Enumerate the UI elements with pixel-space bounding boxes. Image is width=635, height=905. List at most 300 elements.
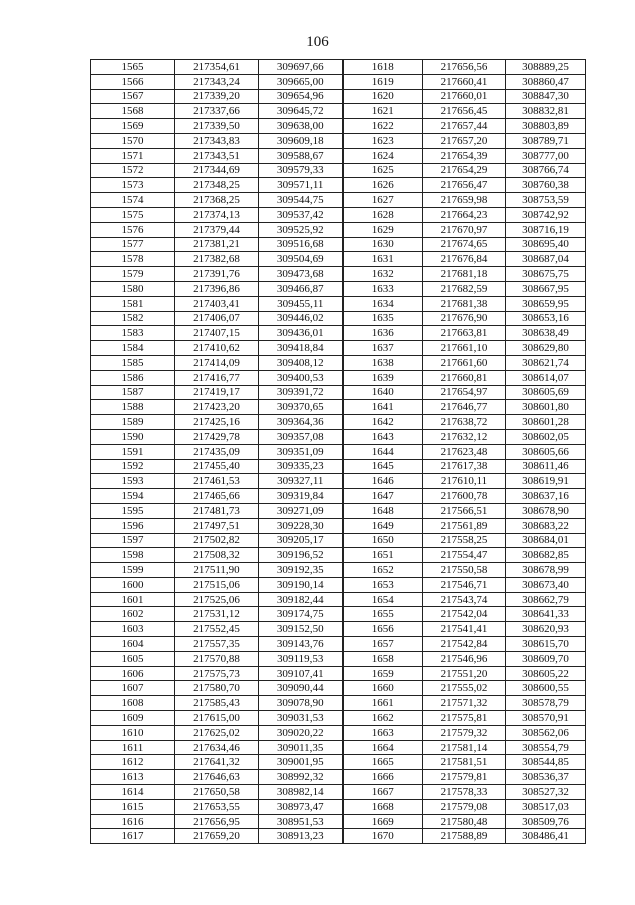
point-number-cell: 1583 <box>91 326 175 341</box>
table-row <box>91 60 586 75</box>
table-row <box>91 681 586 696</box>
y-coordinate-cell: 309697,66 <box>259 60 343 75</box>
x-coordinate-cell: 217368,25 <box>175 193 259 208</box>
y-coordinate-cell: 309473,68 <box>259 267 343 282</box>
point-number-cell: 1621 <box>343 104 423 119</box>
point-number-cell: 1635 <box>343 311 423 326</box>
point-number-cell: 1602 <box>91 607 175 622</box>
point-number-cell: 1582 <box>91 311 175 326</box>
x-coordinate-cell: 217632,12 <box>423 429 506 444</box>
point-number-cell: 1573 <box>91 178 175 193</box>
y-coordinate-cell: 308789,71 <box>506 133 586 148</box>
point-number-cell: 1568 <box>91 104 175 119</box>
table-row <box>91 563 586 578</box>
point-number-cell: 1586 <box>91 370 175 385</box>
table-row <box>91 415 586 430</box>
y-coordinate-cell: 308675,75 <box>506 267 586 282</box>
y-coordinate-cell: 309078,90 <box>259 696 343 711</box>
y-coordinate-cell: 308684,01 <box>506 533 586 548</box>
y-coordinate-cell: 308766,74 <box>506 163 586 178</box>
y-coordinate-cell: 309192,35 <box>259 563 343 578</box>
y-coordinate-cell: 309205,17 <box>259 533 343 548</box>
y-coordinate-cell: 309190,14 <box>259 577 343 592</box>
x-coordinate-cell: 217541,41 <box>423 622 506 637</box>
y-coordinate-cell: 309143,76 <box>259 637 343 652</box>
y-coordinate-cell: 309174,75 <box>259 607 343 622</box>
table-row <box>91 711 586 726</box>
table-row <box>91 74 586 89</box>
table-row <box>91 89 586 104</box>
point-number-cell: 1646 <box>343 474 423 489</box>
y-coordinate-cell: 308602,05 <box>506 429 586 444</box>
y-coordinate-cell: 309031,53 <box>259 711 343 726</box>
x-coordinate-cell: 217588,89 <box>423 829 506 844</box>
y-coordinate-cell: 309525,92 <box>259 222 343 237</box>
y-coordinate-cell: 309654,96 <box>259 89 343 104</box>
y-coordinate-cell: 309327,11 <box>259 474 343 489</box>
x-coordinate-cell: 217575,81 <box>423 711 506 726</box>
x-coordinate-cell: 217407,15 <box>175 326 259 341</box>
point-number-cell: 1652 <box>343 563 423 578</box>
y-coordinate-cell: 308614,07 <box>506 370 586 385</box>
point-number-cell: 1632 <box>343 267 423 282</box>
point-number-cell: 1647 <box>343 489 423 504</box>
x-coordinate-cell: 217337,66 <box>175 104 259 119</box>
point-number-cell: 1605 <box>91 651 175 666</box>
x-coordinate-cell: 217656,47 <box>423 178 506 193</box>
y-coordinate-cell: 309579,33 <box>259 163 343 178</box>
point-number-cell: 1601 <box>91 592 175 607</box>
point-number-cell: 1636 <box>343 326 423 341</box>
point-number-cell: 1567 <box>91 89 175 104</box>
x-coordinate-cell: 217423,20 <box>175 400 259 415</box>
coordinate-table-body <box>91 60 586 844</box>
table-row <box>91 385 586 400</box>
y-coordinate-cell: 308527,32 <box>506 785 586 800</box>
x-coordinate-cell: 217542,04 <box>423 607 506 622</box>
y-coordinate-cell: 309090,44 <box>259 681 343 696</box>
point-number-cell: 1659 <box>343 666 423 681</box>
point-number-cell: 1613 <box>91 770 175 785</box>
point-number-cell: 1597 <box>91 533 175 548</box>
x-coordinate-cell: 217344,69 <box>175 163 259 178</box>
table-row <box>91 666 586 681</box>
x-coordinate-cell: 217508,32 <box>175 548 259 563</box>
y-coordinate-cell: 308682,85 <box>506 548 586 563</box>
table-row <box>91 400 586 415</box>
x-coordinate-cell: 217425,16 <box>175 415 259 430</box>
x-coordinate-cell: 217579,08 <box>423 799 506 814</box>
point-number-cell: 1594 <box>91 489 175 504</box>
point-number-cell: 1579 <box>91 267 175 282</box>
point-number-cell: 1666 <box>343 770 423 785</box>
x-coordinate-cell: 217339,20 <box>175 89 259 104</box>
x-coordinate-cell: 217681,18 <box>423 267 506 282</box>
table-row <box>91 474 586 489</box>
y-coordinate-cell: 309609,18 <box>259 133 343 148</box>
x-coordinate-cell: 217339,50 <box>175 119 259 134</box>
x-coordinate-cell: 217550,58 <box>423 563 506 578</box>
table-row <box>91 222 586 237</box>
y-coordinate-cell: 308847,30 <box>506 89 586 104</box>
x-coordinate-cell: 217343,83 <box>175 133 259 148</box>
table-row <box>91 607 586 622</box>
y-coordinate-cell: 309418,84 <box>259 341 343 356</box>
y-coordinate-cell: 308637,16 <box>506 489 586 504</box>
point-number-cell: 1664 <box>343 740 423 755</box>
x-coordinate-cell: 217575,73 <box>175 666 259 681</box>
point-number-cell: 1662 <box>343 711 423 726</box>
table-row <box>91 104 586 119</box>
y-coordinate-cell: 308753,59 <box>506 193 586 208</box>
table-row <box>91 696 586 711</box>
y-coordinate-cell: 309537,42 <box>259 207 343 222</box>
point-number-cell: 1616 <box>91 814 175 829</box>
point-number-cell: 1645 <box>343 459 423 474</box>
point-number-cell: 1640 <box>343 385 423 400</box>
point-number-cell: 1627 <box>343 193 423 208</box>
x-coordinate-cell: 217543,74 <box>423 592 506 607</box>
point-number-cell: 1653 <box>343 577 423 592</box>
table-row <box>91 799 586 814</box>
point-number-cell: 1614 <box>91 785 175 800</box>
point-number-cell: 1656 <box>343 622 423 637</box>
y-coordinate-cell: 308913,23 <box>259 829 343 844</box>
x-coordinate-cell: 217585,43 <box>175 696 259 711</box>
y-coordinate-cell: 308683,22 <box>506 518 586 533</box>
x-coordinate-cell: 217676,90 <box>423 311 506 326</box>
point-number-cell: 1657 <box>343 637 423 652</box>
x-coordinate-cell: 217657,44 <box>423 119 506 134</box>
x-coordinate-cell: 217561,89 <box>423 518 506 533</box>
point-number-cell: 1663 <box>343 725 423 740</box>
table-row <box>91 148 586 163</box>
y-coordinate-cell: 308562,06 <box>506 725 586 740</box>
point-number-cell: 1611 <box>91 740 175 755</box>
x-coordinate-cell: 217531,12 <box>175 607 259 622</box>
table-row <box>91 119 586 134</box>
table-row <box>91 444 586 459</box>
point-number-cell: 1625 <box>343 163 423 178</box>
y-coordinate-cell: 308570,91 <box>506 711 586 726</box>
y-coordinate-cell: 308742,92 <box>506 207 586 222</box>
point-number-cell: 1565 <box>91 60 175 75</box>
table-row <box>91 577 586 592</box>
table-row <box>91 163 586 178</box>
x-coordinate-cell: 217600,78 <box>423 489 506 504</box>
coordinate-table <box>90 59 586 844</box>
table-row <box>91 178 586 193</box>
y-coordinate-cell: 308641,33 <box>506 607 586 622</box>
point-number-cell: 1622 <box>343 119 423 134</box>
table-row <box>91 311 586 326</box>
x-coordinate-cell: 217435,09 <box>175 444 259 459</box>
x-coordinate-cell: 217641,32 <box>175 755 259 770</box>
y-coordinate-cell: 308760,38 <box>506 178 586 193</box>
point-number-cell: 1658 <box>343 651 423 666</box>
y-coordinate-cell: 308687,04 <box>506 252 586 267</box>
x-coordinate-cell: 217557,35 <box>175 637 259 652</box>
point-number-cell: 1631 <box>343 252 423 267</box>
point-number-cell: 1578 <box>91 252 175 267</box>
y-coordinate-cell: 309196,52 <box>259 548 343 563</box>
y-coordinate-cell: 309645,72 <box>259 104 343 119</box>
x-coordinate-cell: 217670,97 <box>423 222 506 237</box>
point-number-cell: 1624 <box>343 148 423 163</box>
y-coordinate-cell: 308578,79 <box>506 696 586 711</box>
x-coordinate-cell: 217410,62 <box>175 341 259 356</box>
table-row <box>91 622 586 637</box>
x-coordinate-cell: 217660,01 <box>423 89 506 104</box>
table-row <box>91 296 586 311</box>
x-coordinate-cell: 217653,55 <box>175 799 259 814</box>
point-number-cell: 1644 <box>343 444 423 459</box>
table-row <box>91 341 586 356</box>
x-coordinate-cell: 217525,06 <box>175 592 259 607</box>
y-coordinate-cell: 309665,00 <box>259 74 343 89</box>
x-coordinate-cell: 217656,56 <box>423 60 506 75</box>
table-row <box>91 370 586 385</box>
point-number-cell: 1604 <box>91 637 175 652</box>
point-number-cell: 1572 <box>91 163 175 178</box>
x-coordinate-cell: 217659,20 <box>175 829 259 844</box>
x-coordinate-cell: 217546,96 <box>423 651 506 666</box>
x-coordinate-cell: 217382,68 <box>175 252 259 267</box>
point-number-cell: 1623 <box>343 133 423 148</box>
table-row <box>91 814 586 829</box>
x-coordinate-cell: 217580,48 <box>423 814 506 829</box>
y-coordinate-cell: 308619,91 <box>506 474 586 489</box>
point-number-cell: 1574 <box>91 193 175 208</box>
point-number-cell: 1617 <box>91 829 175 844</box>
table-row <box>91 503 586 518</box>
x-coordinate-cell: 217571,32 <box>423 696 506 711</box>
point-number-cell: 1609 <box>91 711 175 726</box>
y-coordinate-cell: 308605,66 <box>506 444 586 459</box>
table-row <box>91 429 586 444</box>
x-coordinate-cell: 217660,41 <box>423 74 506 89</box>
table-row <box>91 533 586 548</box>
y-coordinate-cell: 308554,79 <box>506 740 586 755</box>
y-coordinate-cell: 309357,08 <box>259 429 343 444</box>
y-coordinate-cell: 309335,23 <box>259 459 343 474</box>
y-coordinate-cell: 308601,28 <box>506 415 586 430</box>
y-coordinate-cell: 308653,16 <box>506 311 586 326</box>
x-coordinate-cell: 217656,95 <box>175 814 259 829</box>
y-coordinate-cell: 309571,11 <box>259 178 343 193</box>
point-number-cell: 1599 <box>91 563 175 578</box>
y-coordinate-cell: 308629,80 <box>506 341 586 356</box>
y-coordinate-cell: 309516,68 <box>259 237 343 252</box>
x-coordinate-cell: 217660,81 <box>423 370 506 385</box>
y-coordinate-cell: 308667,95 <box>506 281 586 296</box>
y-coordinate-cell: 309408,12 <box>259 355 343 370</box>
x-coordinate-cell: 217661,60 <box>423 355 506 370</box>
x-coordinate-cell: 217502,82 <box>175 533 259 548</box>
y-coordinate-cell: 309455,11 <box>259 296 343 311</box>
y-coordinate-cell: 309271,09 <box>259 503 343 518</box>
x-coordinate-cell: 217659,98 <box>423 193 506 208</box>
y-coordinate-cell: 309364,36 <box>259 415 343 430</box>
point-number-cell: 1598 <box>91 548 175 563</box>
x-coordinate-cell: 217455,40 <box>175 459 259 474</box>
y-coordinate-cell: 308889,25 <box>506 60 586 75</box>
y-coordinate-cell: 309020,22 <box>259 725 343 740</box>
table-row <box>91 326 586 341</box>
point-number-cell: 1577 <box>91 237 175 252</box>
y-coordinate-cell: 308609,70 <box>506 651 586 666</box>
x-coordinate-cell: 217638,72 <box>423 415 506 430</box>
x-coordinate-cell: 217580,70 <box>175 681 259 696</box>
x-coordinate-cell: 217414,09 <box>175 355 259 370</box>
y-coordinate-cell: 308611,46 <box>506 459 586 474</box>
x-coordinate-cell: 217381,21 <box>175 237 259 252</box>
y-coordinate-cell: 309436,01 <box>259 326 343 341</box>
point-number-cell: 1593 <box>91 474 175 489</box>
y-coordinate-cell: 308544,85 <box>506 755 586 770</box>
y-coordinate-cell: 309107,41 <box>259 666 343 681</box>
y-coordinate-cell: 308777,00 <box>506 148 586 163</box>
point-number-cell: 1641 <box>343 400 423 415</box>
y-coordinate-cell: 309119,53 <box>259 651 343 666</box>
y-coordinate-cell: 308832,81 <box>506 104 586 119</box>
y-coordinate-cell: 309638,00 <box>259 119 343 134</box>
y-coordinate-cell: 309228,30 <box>259 518 343 533</box>
y-coordinate-cell: 309370,65 <box>259 400 343 415</box>
point-number-cell: 1607 <box>91 681 175 696</box>
point-number-cell: 1612 <box>91 755 175 770</box>
y-coordinate-cell: 309001,95 <box>259 755 343 770</box>
point-number-cell: 1587 <box>91 385 175 400</box>
point-number-cell: 1630 <box>343 237 423 252</box>
point-number-cell: 1626 <box>343 178 423 193</box>
x-coordinate-cell: 217343,51 <box>175 148 259 163</box>
point-number-cell: 1669 <box>343 814 423 829</box>
x-coordinate-cell: 217343,24 <box>175 74 259 89</box>
point-number-cell: 1571 <box>91 148 175 163</box>
x-coordinate-cell: 217615,00 <box>175 711 259 726</box>
y-coordinate-cell: 308803,89 <box>506 119 586 134</box>
x-coordinate-cell: 217511,90 <box>175 563 259 578</box>
point-number-cell: 1592 <box>91 459 175 474</box>
table-row <box>91 548 586 563</box>
y-coordinate-cell: 308605,22 <box>506 666 586 681</box>
x-coordinate-cell: 217646,63 <box>175 770 259 785</box>
point-number-cell: 1620 <box>343 89 423 104</box>
point-number-cell: 1643 <box>343 429 423 444</box>
table-row <box>91 518 586 533</box>
y-coordinate-cell: 309351,09 <box>259 444 343 459</box>
y-coordinate-cell: 308982,14 <box>259 785 343 800</box>
y-coordinate-cell: 309466,87 <box>259 281 343 296</box>
x-coordinate-cell: 217654,97 <box>423 385 506 400</box>
point-number-cell: 1648 <box>343 503 423 518</box>
table-row <box>91 267 586 282</box>
x-coordinate-cell: 217656,45 <box>423 104 506 119</box>
point-number-cell: 1590 <box>91 429 175 444</box>
x-coordinate-cell: 217579,32 <box>423 725 506 740</box>
point-number-cell: 1591 <box>91 444 175 459</box>
y-coordinate-cell: 308486,41 <box>506 829 586 844</box>
x-coordinate-cell: 217650,58 <box>175 785 259 800</box>
y-coordinate-cell: 308605,69 <box>506 385 586 400</box>
x-coordinate-cell: 217374,13 <box>175 207 259 222</box>
x-coordinate-cell: 217419,17 <box>175 385 259 400</box>
point-number-cell: 1600 <box>91 577 175 592</box>
y-coordinate-cell: 309588,67 <box>259 148 343 163</box>
x-coordinate-cell: 217578,33 <box>423 785 506 800</box>
point-number-cell: 1668 <box>343 799 423 814</box>
y-coordinate-cell: 309446,02 <box>259 311 343 326</box>
x-coordinate-cell: 217546,71 <box>423 577 506 592</box>
table-row <box>91 133 586 148</box>
point-number-cell: 1642 <box>343 415 423 430</box>
table-row <box>91 252 586 267</box>
point-number-cell: 1580 <box>91 281 175 296</box>
point-number-cell: 1595 <box>91 503 175 518</box>
point-number-cell: 1619 <box>343 74 423 89</box>
x-coordinate-cell: 217555,02 <box>423 681 506 696</box>
y-coordinate-cell: 308509,76 <box>506 814 586 829</box>
point-number-cell: 1638 <box>343 355 423 370</box>
point-number-cell: 1570 <box>91 133 175 148</box>
table-row <box>91 355 586 370</box>
y-coordinate-cell: 308615,70 <box>506 637 586 652</box>
y-coordinate-cell: 309011,35 <box>259 740 343 755</box>
table-row <box>91 651 586 666</box>
page-number: 106 <box>306 34 329 50</box>
x-coordinate-cell: 217554,47 <box>423 548 506 563</box>
point-number-cell: 1639 <box>343 370 423 385</box>
x-coordinate-cell: 217461,53 <box>175 474 259 489</box>
x-coordinate-cell: 217581,14 <box>423 740 506 755</box>
point-number-cell: 1670 <box>343 829 423 844</box>
x-coordinate-cell: 217581,51 <box>423 755 506 770</box>
x-coordinate-cell: 217664,23 <box>423 207 506 222</box>
table-row <box>91 755 586 770</box>
point-number-cell: 1566 <box>91 74 175 89</box>
y-coordinate-cell: 308638,49 <box>506 326 586 341</box>
table-row <box>91 207 586 222</box>
point-number-cell: 1634 <box>343 296 423 311</box>
point-number-cell: 1651 <box>343 548 423 563</box>
x-coordinate-cell: 217623,48 <box>423 444 506 459</box>
x-coordinate-cell: 217661,10 <box>423 341 506 356</box>
x-coordinate-cell: 217379,44 <box>175 222 259 237</box>
y-coordinate-cell: 309504,69 <box>259 252 343 267</box>
x-coordinate-cell: 217646,77 <box>423 400 506 415</box>
x-coordinate-cell: 217481,73 <box>175 503 259 518</box>
x-coordinate-cell: 217552,45 <box>175 622 259 637</box>
x-coordinate-cell: 217515,06 <box>175 577 259 592</box>
point-number-cell: 1608 <box>91 696 175 711</box>
table-row <box>91 725 586 740</box>
x-coordinate-cell: 217579,81 <box>423 770 506 785</box>
point-number-cell: 1569 <box>91 119 175 134</box>
y-coordinate-cell: 308716,19 <box>506 222 586 237</box>
point-number-cell: 1665 <box>343 755 423 770</box>
x-coordinate-cell: 217465,66 <box>175 489 259 504</box>
y-coordinate-cell: 309400,53 <box>259 370 343 385</box>
y-coordinate-cell: 308678,90 <box>506 503 586 518</box>
point-number-cell: 1588 <box>91 400 175 415</box>
x-coordinate-cell: 217681,38 <box>423 296 506 311</box>
y-coordinate-cell: 309152,50 <box>259 622 343 637</box>
x-coordinate-cell: 217663,81 <box>423 326 506 341</box>
x-coordinate-cell: 217391,76 <box>175 267 259 282</box>
table-row <box>91 829 586 844</box>
y-coordinate-cell: 308673,40 <box>506 577 586 592</box>
